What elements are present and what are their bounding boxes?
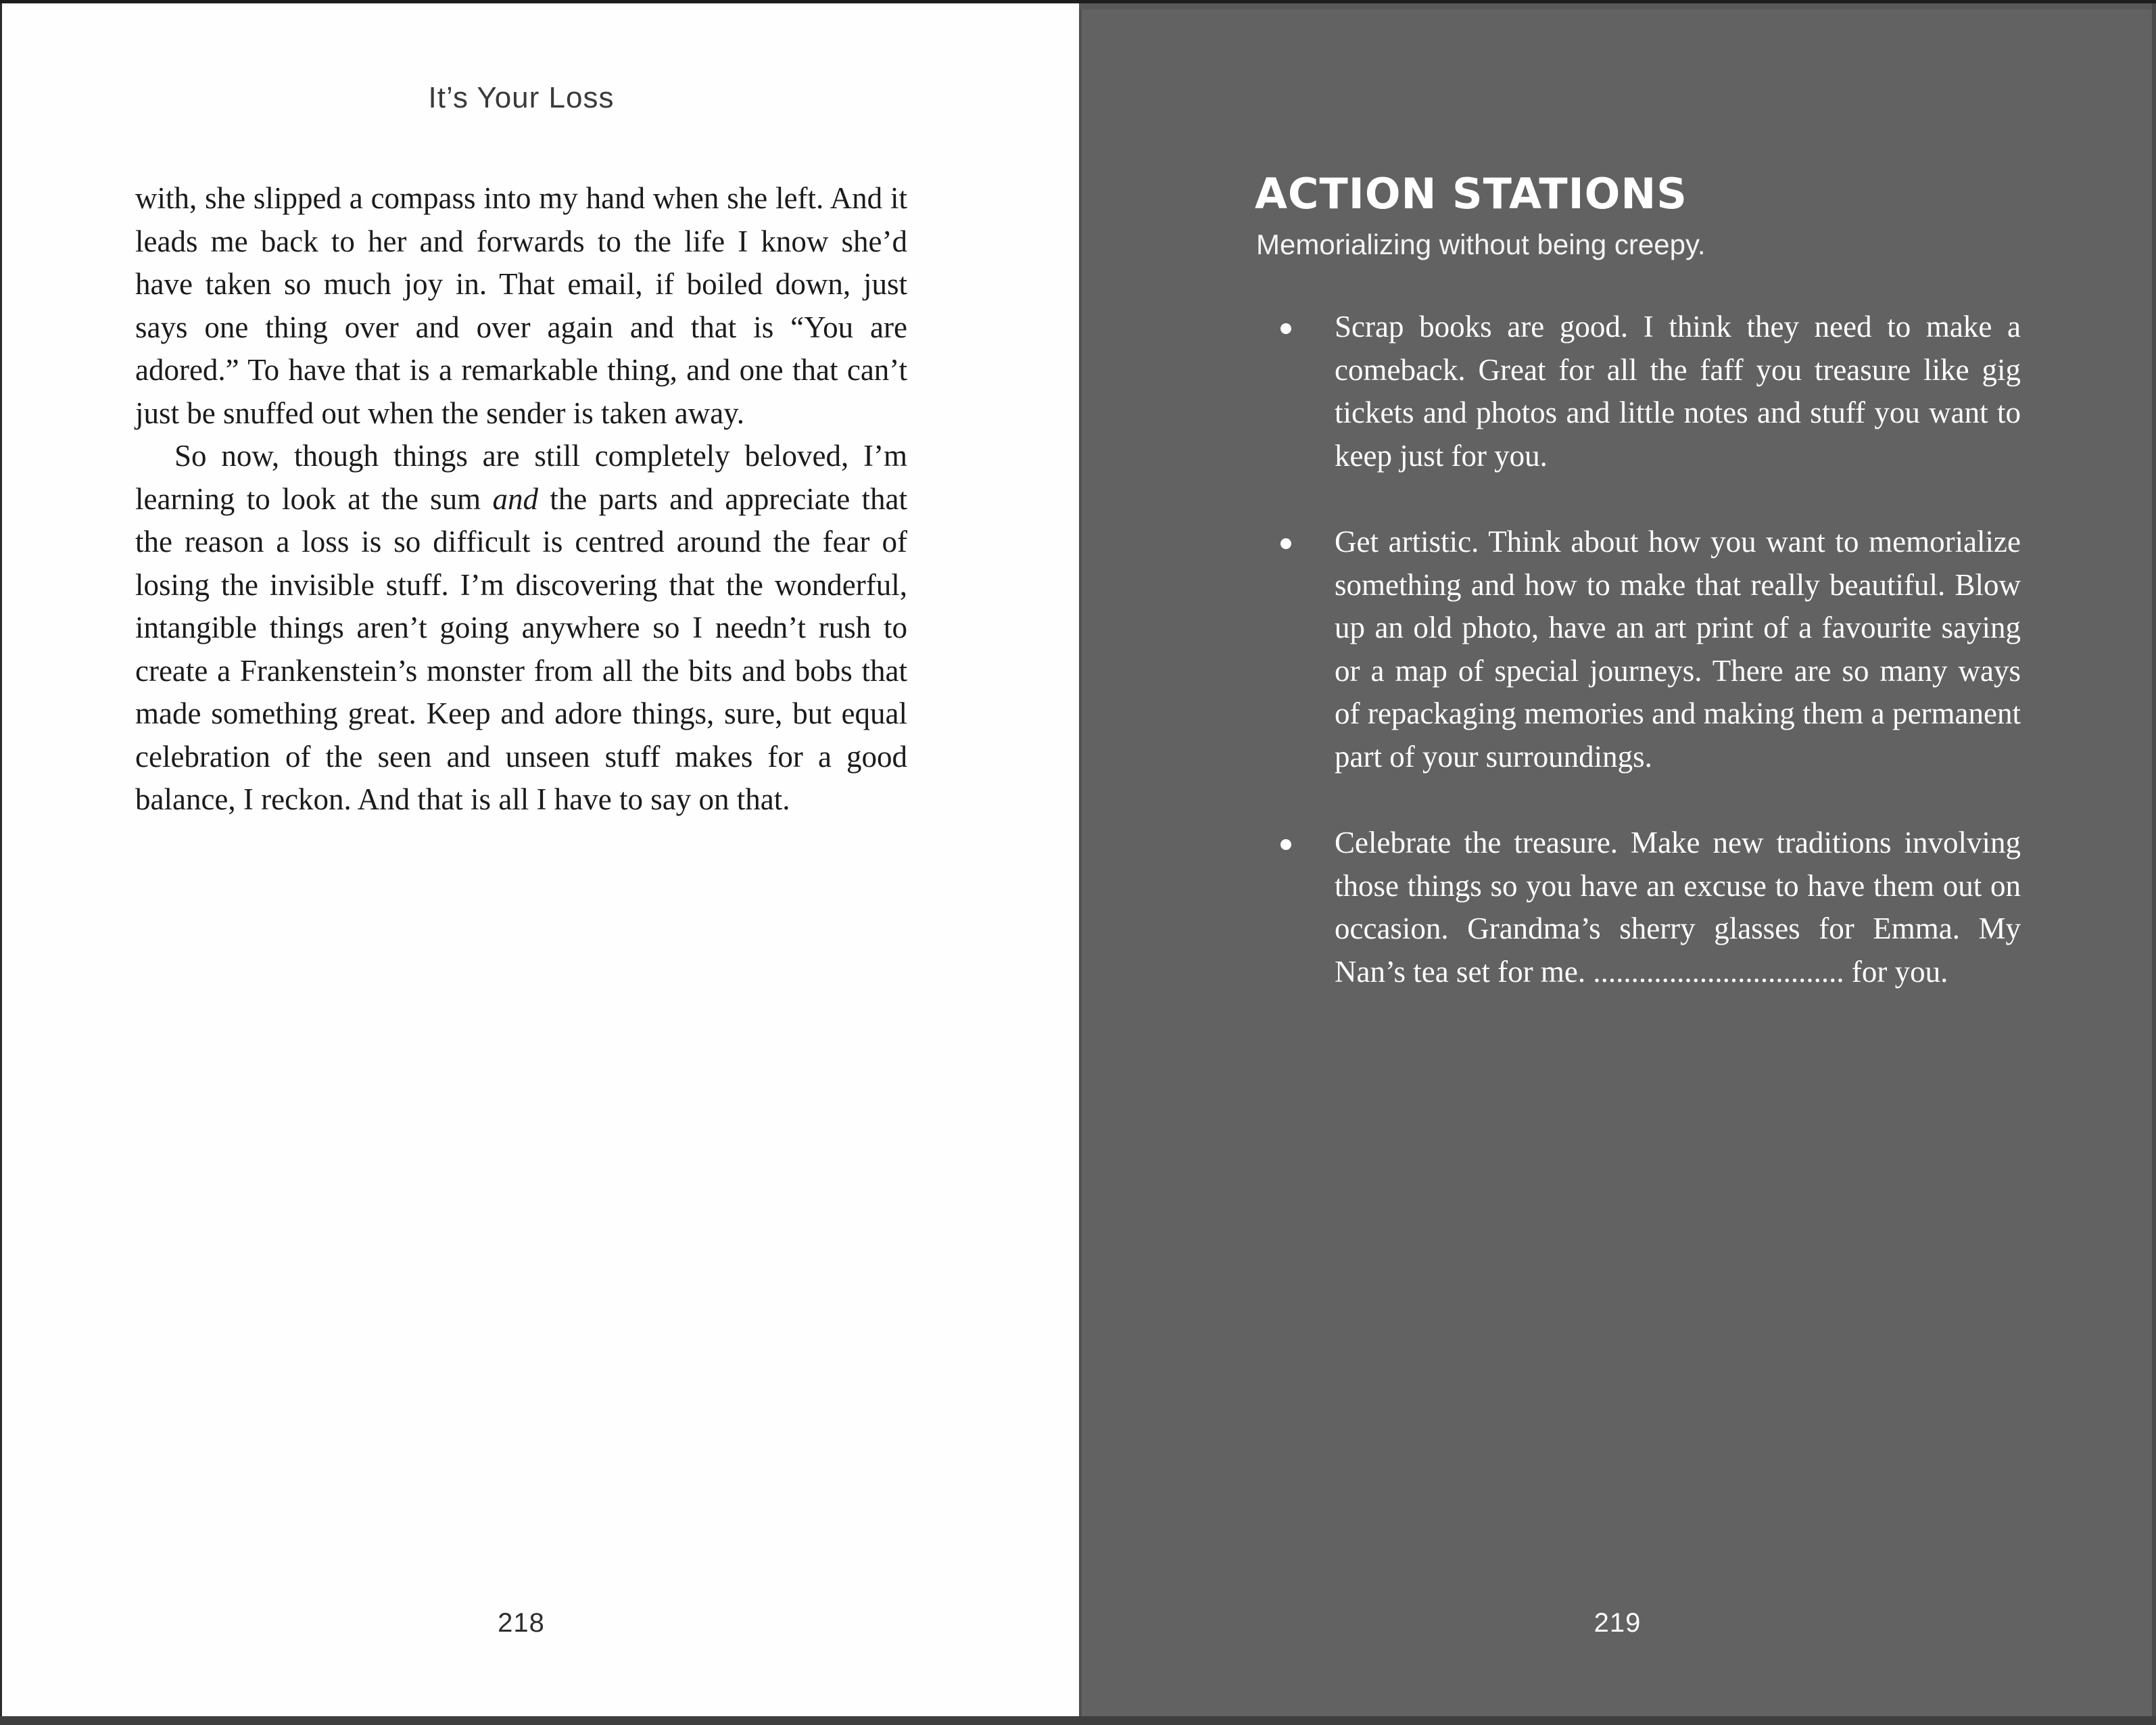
page-edge-shade	[1079, 3, 2156, 9]
paragraph: with, she slipped a compass into my hand when she left. And it leads me back to her and forwards to the life I know she’d have taken so much joy in. That email, if boiled down, just says one thing over and over again and that is “You are adored.” To have that is a remarkable thing, and one that can’t just be snuffed out when the sender is taken away.	[135, 181, 907, 430]
running-head: It’s Your Loss	[428, 81, 615, 114]
page-gutter-line	[1079, 0, 1082, 1725]
page-edge-left	[0, 0, 2, 1725]
body-text-block	[135, 177, 907, 822]
bullet-text: Scrap books are good. I think they need to make a comeback. Great for all the faff you treasure like gig tickets and photos and little notes and stuff you want to keep just for you.	[1335, 310, 2021, 473]
paragraph	[135, 435, 907, 822]
bullet-text: Celebrate the treasure. Make new traditions involving those things so you have an excuse to have them out on occasion. Grandma’s sherry glasses for Emma. My Nan’s tea set for me. ................................. for you.	[1335, 826, 2021, 989]
bullet-icon	[1280, 323, 1291, 334]
bullet-icon	[1280, 538, 1291, 549]
paragraph-text: the parts and appreciate that the reason a loss is so difficult is centred around the fear of losing the invisible stuff. I’m discovering that the wonderful, intangible things aren’t going anywhere so I needn’t rush to create a Frankenstein’s monster from all the bits and bobs that made something great. Keep and adore things, sure, but equal celebration of the seen and unseen stuff makes for a good balance, I reckon. And that is all I have to say on that.	[135, 481, 907, 816]
bullet-icon	[1280, 839, 1291, 850]
bullet-item	[1280, 521, 2024, 778]
page-edge-right	[2152, 0, 2156, 1725]
page-edge-bottom	[0, 1716, 2156, 1725]
italic-word: and	[492, 481, 538, 516]
bullet-item	[1280, 822, 2024, 993]
section-subtitle: Memorializing without being creepy.	[1256, 229, 1706, 260]
section-heading: ACTION STATIONS	[1255, 169, 1687, 218]
page-edge-top	[0, 0, 2156, 3]
bullet-text: Get artistic. Think about how you want to memorialize something and how to make that really beautiful. Blow up an old photo, have an art print of a favourite saying or a map of special journeys. There are so many ways of repackaging memories and making them a permanent part of your surroundings.	[1335, 525, 2021, 774]
bullet-item	[1280, 306, 2024, 477]
page-number-left: 218	[498, 1608, 545, 1638]
bullet-list	[1280, 306, 2024, 1037]
page-number-right: 219	[1594, 1608, 1642, 1638]
paragraph-text: So now, though things are still completely beloved, I’m learning to look at the sum	[135, 439, 907, 516]
right-page	[1079, 0, 2156, 1725]
